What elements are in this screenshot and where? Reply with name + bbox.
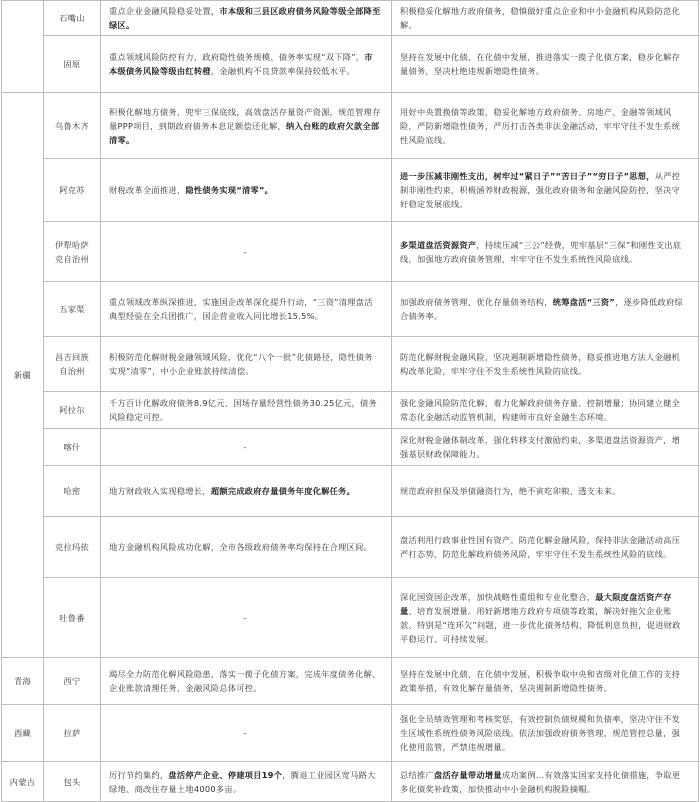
text-segment: 成功案例...有效落实国家支持化债措施，争取更多化债奖补政策，加快推动中小金融机构脱险摘帽。 [400,769,681,794]
city-cell: 西宁 [44,658,101,705]
text-segment: ，逐步降低政府综合债务率。 [400,297,683,321]
province-cell: 西藏 [2,705,44,762]
text-segment: 盘活存量带动增量 [433,769,502,780]
text-segment: 深化财税金融体制改革，强化转移支付激励约束，多渠道盘活资源资产，增强基层财政保障能力。 [400,435,681,459]
text-segment: 积极稳妥化解地方政府债务，稳慎做好重点企业和中小金融机构风险防范化解。 [400,6,681,30]
table-row [2,1,699,36]
text-segment: 财税改革全面推进， [109,185,186,195]
table-row [2,517,699,578]
plan-cell [392,578,699,658]
province-cell: 内蒙古 [2,762,44,802]
table-row [2,36,699,93]
achievement-cell [101,578,392,658]
plan-cell [392,93,699,159]
text-segment: 盘活利用行政事业性国有资产。防范化解金融风险，保持非法金融活动高压严打态势，防范化解政府债务风险，牢牢守住不发生系统性风险的底线。 [400,535,681,559]
text-segment: 市本级和三县区政府债务风险等级全部降至绿区。 [109,6,381,30]
table-row [2,337,699,392]
text-segment: 积极化解地方债务，兜牢三保底线，高效盘活存量资产资源，规范管理存量PPP项目，到期政府债务本息足额偿还化解， [109,106,381,131]
text-segment: 纳入台账的政府欠款全部清零。 [109,120,380,145]
text-segment: 千方百计化解政府债务8.9亿元、国场存量经营性债务30.25亿元，债务风险稳定可控。 [109,398,378,422]
achievement-cell [101,337,392,392]
table-row [2,466,699,517]
city-cell: 阿克苏 [44,159,101,222]
plan-cell [392,36,699,93]
table-row [2,429,699,466]
text-segment: 重点领域改革纵深推进，实施国企改革深化提升行动，“三资”清理盘活典型经验在全兵团推广，国企营业收入同比增长15.5%。 [109,297,373,321]
plan-cell [392,658,699,705]
text-segment: 坚持在发展中化债、在化债中发展，推进落实一揽子化债方案，稳步化解存量债务，坚决杜绝违规新增隐性债务。 [400,52,681,76]
city-cell: 伊犁哈萨克自治州 [44,222,101,282]
text-segment: 强化全员绩效管理和考核奖惩，有效控制负债规模和负债率，坚决守住不发生区域性系统性债务风险底线。依法加强政府债务管理，规范管控总量，强化使用监管，严禁违规增量。 [400,714,681,752]
city-cell: 拉萨 [44,705,101,762]
text-segment: 隐性债务实现“清零”。 [185,185,274,195]
city-cell: 哈密 [44,466,101,517]
plan-cell [392,466,699,517]
province-cell: 青海 [2,658,44,705]
plan-cell [392,337,699,392]
achievement-cell [101,705,392,762]
text-segment: 坚持在发展中化债、在化债中发展，积极争取中央和省级对化债工作的支持政策举措，有效化解存量债务，坚决遏制新增隐性债务。 [400,669,681,693]
achievement-cell [101,466,392,517]
plan-cell [392,1,699,36]
text-segment: ，腾退工业园区宽马路大绿地、商改住存量土地4000多亩。 [109,769,376,794]
plan-cell [392,392,699,429]
table-row [2,159,699,222]
text-segment: 市本级债务风险等级由红转橙 [109,52,373,76]
text-segment: 多渠道盘活资源资产 [400,239,477,250]
text-segment: 重点企业金融风险稳妥处置， [109,6,220,16]
city-cell: 固原 [44,36,101,93]
text-segment: - [243,612,247,623]
table-row [2,93,699,159]
text-segment: 深化国资国企改革，加快战略性重组和专业化整合， [400,591,596,602]
text-segment: 最大限度盘活资产存量 [400,591,672,616]
text-segment: 竭尽全力防范化解风险隐患，落实一揽子化债方案，完成年度债务化解、企业账款清理任务，金融风险总体可控。 [109,669,381,693]
achievement-cell [101,36,392,93]
text-segment: - [243,728,247,738]
achievement-cell [101,429,392,466]
city-cell: 吐鲁番 [44,578,101,658]
city-cell: 喀什 [44,429,101,466]
city-cell: 昌吉回族自治州 [44,337,101,392]
table-row [2,658,699,705]
city-cell: 五家渠 [44,282,101,337]
plan-cell [392,517,699,578]
achievement-cell [101,1,392,36]
plan-cell [392,705,699,762]
text-segment: 重点领域风险防控有力，政府隐性债务规模、债务率实现“双下降”， [109,52,365,62]
text-segment: 盘活停产企业、停建项目19个 [168,769,283,780]
text-segment: - [243,442,247,452]
plan-cell [392,282,699,337]
policy-table [1,0,699,802]
text-segment: 从严控制非刚性约束，积极涵养财政税源，强化政府债务和金融风险防控，坚决守好稳定发展底线。 [400,171,681,209]
text-segment: 防范化解财税金融风险，坚决遏制新增隐性债务，稳妥推进地方法人金融机构改革化险，牢牢守住不发生系统性风险的底线。 [400,352,681,376]
text-segment: 进一步压减非刚性支出，树牢过“紧日子”“苦日子”“穷日子”思想， [400,171,655,181]
text-segment: 规范政府担保及举债融资行为，绝不寅吃卯粮、透支未来。 [400,486,621,496]
table-row [2,282,699,337]
text-segment: ，金融机构不良贷款率保持较低水平。 [210,66,356,76]
plan-cell [392,762,699,802]
text-segment: 用好中央置换债等政策，稳妥化解地方政府债务、房地产、金融等领域风险，严防新增隐性债务，严厉打击各类非法金融活动，牢牢守住不发生系统性风险底线。 [400,106,681,145]
text-segment: 强化金融风险防范化解，着力化解政府债务存量、控制增量；协同建立健全常态化金融活动监管机制，构建师市良好金融生态环境。 [400,398,681,422]
text-segment: 厉行节约集约， [109,769,169,780]
table-row [2,705,699,762]
text-segment: 地方金融机构风险成功化解，全市各级政府债务率均保持在合理区间。 [109,542,373,552]
plan-cell [392,429,699,466]
achievement-cell [101,517,392,578]
achievement-cell [101,222,392,282]
text-segment: 、培育发展增量。用好新增地方政府专项债等政策，解决好拖欠企业账款、特别是“连环欠”问题，进一步优化债务结构、降低利息负担，促进财政平稳运行、可持续发展。 [400,605,681,644]
table-row [2,578,699,658]
city-cell: 阿拉尔 [44,392,101,429]
table-row [2,222,699,282]
text-segment: 积极防范化解财税金融领域风险，优化“八个一批”化债路径，隐性债务实现“清零”，中小企业账款持续清偿。 [109,352,373,376]
plan-cell [392,222,699,282]
text-segment: 加强政府债务管理，优化存量债务结构， [400,297,553,307]
province-cell: 新疆 [2,93,44,658]
achievement-cell [101,282,392,337]
city-cell: 克拉玛依 [44,517,101,578]
text-segment: - [243,246,247,257]
city-cell: 石嘴山 [44,1,101,36]
achievement-cell [101,762,392,802]
achievement-cell [101,93,392,159]
province-cell [2,1,44,93]
text-segment: ，持续压减“三公”经费，兜牢基层“三保”和刚性支出底线，加强地方政府债务管理，牢牢守住不发生系统性风险底线。 [400,239,682,264]
table-row [2,392,699,429]
achievement-cell [101,658,392,705]
plan-cell [392,159,699,222]
achievement-cell [101,392,392,429]
table-row [2,762,699,802]
city-cell: 乌鲁木齐 [44,93,101,159]
text-segment: 总结推广 [400,769,434,780]
text-segment: 超额完成政府存量债务年度化解任务。 [210,486,356,496]
text-segment: 地方财政收入实现稳增长， [109,486,211,496]
text-segment: 统筹盘活“三资” [552,297,616,307]
city-cell: 包头 [44,762,101,802]
achievement-cell [101,159,392,222]
